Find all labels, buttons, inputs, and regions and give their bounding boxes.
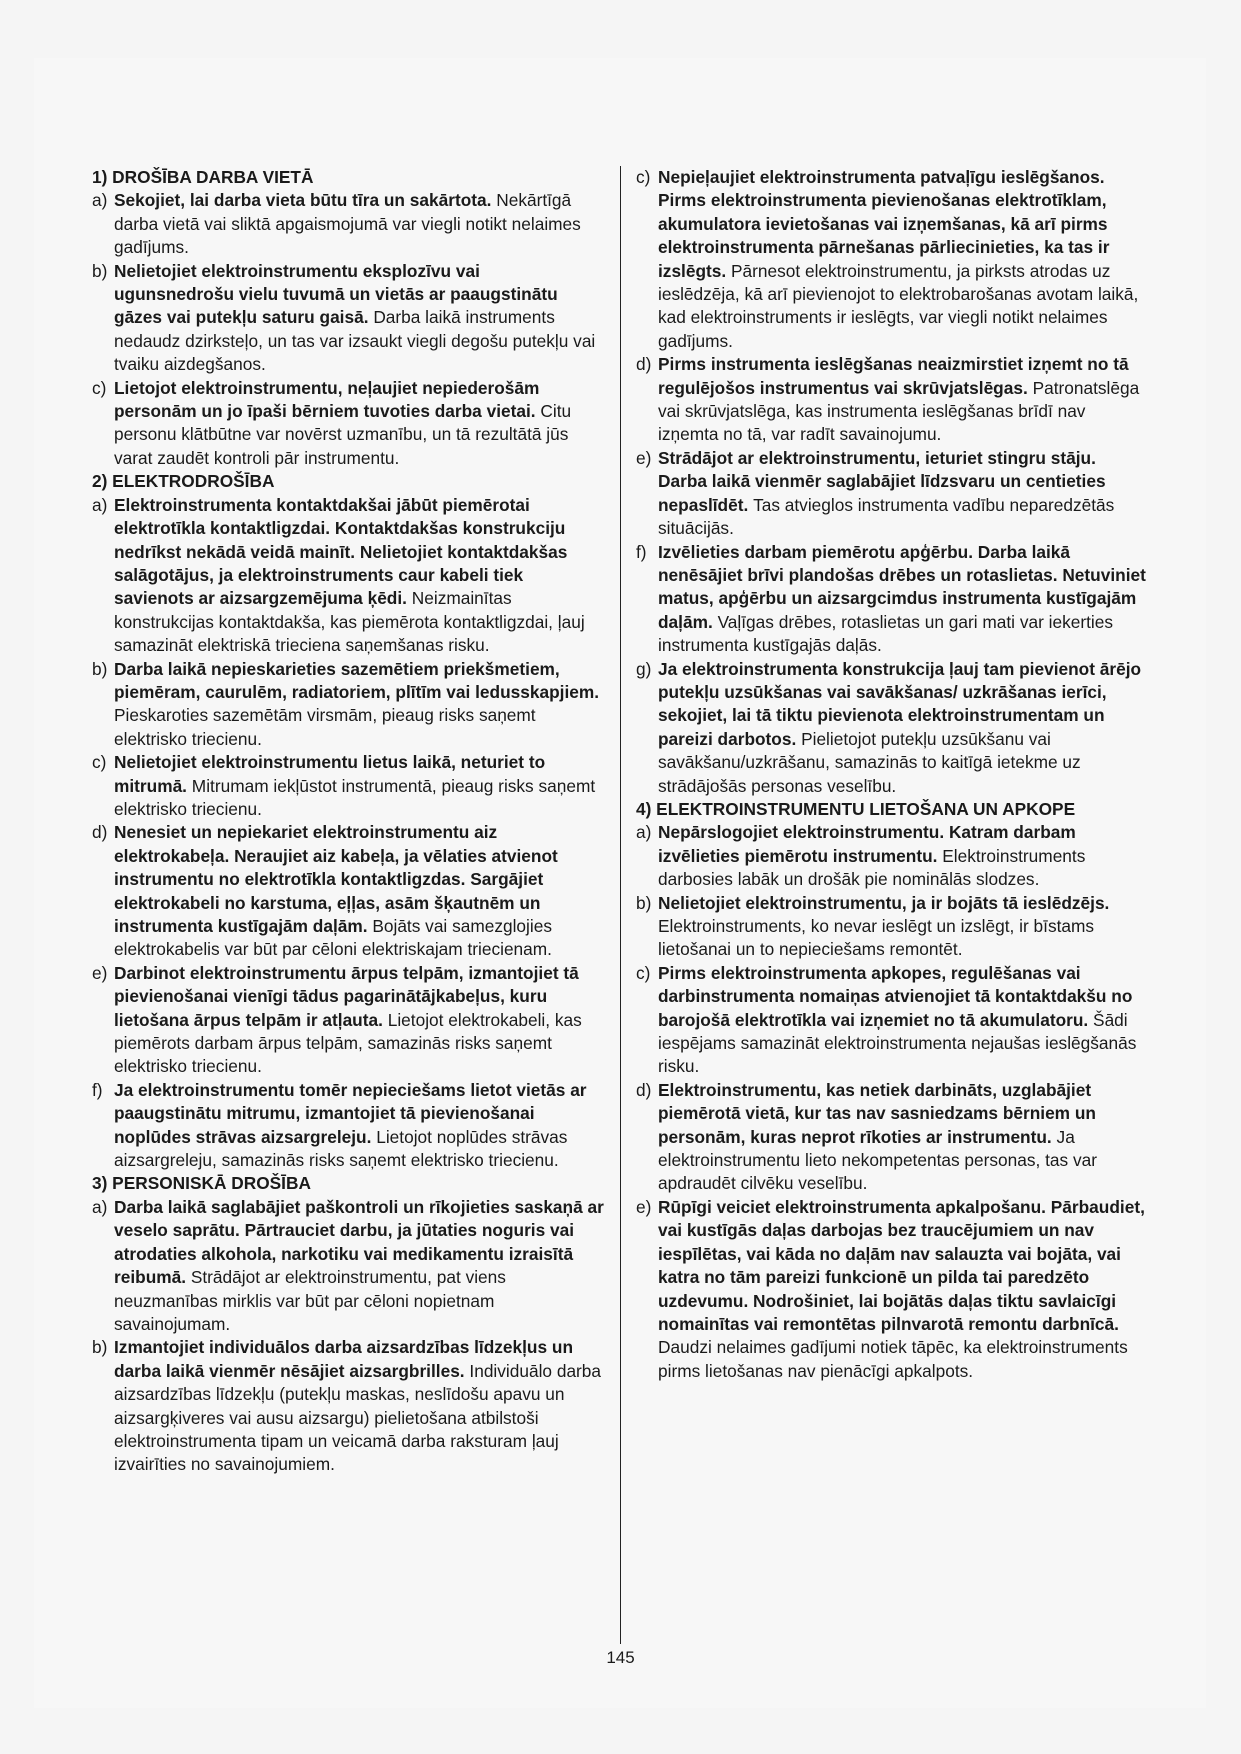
item-bold-text: Nelietojiet elektroinstrumentu, ja ir bojāts tā ieslēdzējs. [658,892,1110,913]
item-text: Šādi iespējams samazināt elektroinstrumenta nejaušas ieslēgšanās risku. [658,1009,1137,1077]
list-item [92,1336,604,1476]
item-text: Mitrumam iekļūstot instrumentā, pieaug risks saņemt elektrisko triecienu. [114,775,596,819]
list-item [92,751,604,821]
item-label: d) [92,822,108,843]
item-label: e) [92,962,108,983]
item-bold-text: Darba laikā nepieskarieties sazemētiem priekšmetiem, piemēram, caurulēm, radiatoriem, plītīm vai ledusskapjiem. [114,658,600,702]
item-label: a) [636,822,652,843]
section-heading: 3) PERSONISKĀ DROŠĪBA [92,1173,311,1194]
item-label: b) [92,658,108,679]
list-item [636,658,1148,798]
item-text: Darba laikā instruments nedaudz dzirksteļo, un tas var izsaukt viegli degošu putekļu vai tvaiku aizdegšanos. [114,307,596,375]
item-bold-text: Ja elektroinstrumenta konstrukcija ļauj tam pievienot ārējo putekļu uzsūkšanas vai savākšanas/ uzkrāšanas ierīci, sekojiet, lai tā tiktu pievienota elektroinstrumentam un pareizi darbotos. [658,658,1142,749]
list-item [92,1079,604,1173]
item-bold-text: Nelietojiet elektroinstrumentu lietus laikā, neturiet to mitrumā. [114,752,546,796]
item-bold-text: Lietojot elektroinstrumentu, neļaujiet nepiederošām personām un jo īpaši bērniem tuvoties darba vietai. [114,377,541,422]
item-text: Pārnesot elektroinstrumentu, ja pirksts atrodas uz ieslēdzēja, kā arī pievienojot to elektrobarošanas avotam laikā, kad elektroinstruments ir ieslēgts, var viegli notikt nelaimes gadījums. [658,260,1139,351]
item-bold-text: Sekojiet, lai darba vieta būtu tīra un sakārtota. [114,190,497,211]
list-item [636,541,1148,658]
item-bold-text: Elektroinstrumentu, kas netiek darbināts, uzglabājiet piemērotā vietā, kur tas nav sasniedzams bērniem un personām, kuras neprot rīkoties ar instrumentu. [658,1079,1096,1147]
left-column [92,166,604,1477]
item-label: c) [92,752,107,773]
list-item [636,166,1148,353]
item-bold-text: Izmantojiet individuālos darba aizsardzības līdzekļus un darba laikā vienmēr nēsājiet aizsargbrilles. [114,1337,574,1381]
list-item [636,1196,1148,1383]
item-label: f) [636,541,647,562]
item-label: b) [636,892,652,913]
right-column [636,166,1148,1383]
item-label: a) [92,190,108,211]
item-text: Bojāts vai samezglojies elektrokabelis var būt par cēloni elektriskajam triecienam. [114,916,552,960]
item-text: Daudzi nelaimes gadījumi notiek tāpēc, ka elektroinstruments pirms lietošanas nav pienācīgi apkalpots. [658,1337,1128,1381]
item-bold-text: Pirms elektroinstrumenta apkopes, regulēšanas vai darbinstrumenta nomaiņas atvienojiet tā kontaktdakšu no barojošā elektrotīkla vai izņemiet no tā akumulatoru. [658,962,1133,1030]
item-bold-text: Nepārslogojiet elektroinstrumentu. Katram darbam izvēlieties piemērotu instrumentu. [658,822,1076,866]
item-bold-text: Nepieļaujiet elektroinstrumenta patvaļīgu ieslēgšanos. Pirms elektroinstrumenta pievienošanas elektrotīklam, akumulatora ievietošanas vai izņemšanas, kā arī pirms elektroinstrumenta pārnešanas pārliecinieties, ka tas ir izslēgts. [658,167,1110,281]
section-heading: 1) DROŠĪBA DARBA VIETĀ [92,167,314,187]
item-bold-text: Nelietojiet elektroinstrumentu eksplozīvu vai ugunsnedrošu vielu tuvumā un vietās ar paaugstinātu gāzes vai putekļu saturu gaisā. [114,260,558,328]
item-text: Individuālo darba aizsardzības līdzekļu (putekļu maskas, neslīdošu apavu un aizsargķiveres vai ausu aizsargu) pielietošana atbilstoši elektroinstrumenta tipam un veicamā darba raksturam ļauj izvairīties no savainojumiem. [114,1360,602,1475]
section-heading: 4) ELEKTROINSTRUMENTU LIETOŠANA UN APKOPE [636,798,1076,819]
item-label: b) [92,260,108,281]
item-text: Pielietojot putekļu uzsūkšanu vai savākšanu/uzkrāšanu, samazinās to kaitīgā ietekme uz strādājošās personas veselību. [658,728,1081,796]
item-bold-text: Darbinot elektroinstrumentu ārpus telpām, izmantojiet tā pievienošanai vienīgi tādus pagarinātājkabeļus, kuru lietošana ārpus telpām ir atļauta. [114,962,579,1030]
list-item [92,377,604,471]
item-text: Ja elektroinstrumentu lieto nekompetentas personas, tas var apdraudēt cilvēku veselību. [658,1126,1097,1194]
item-label: g) [636,658,652,679]
list-item [92,1196,604,1336]
item-text: Vaļīgas drēbes, rotaslietas un gari mati var iekerties instrumenta kustīgajās daļās. [658,611,1113,656]
list-item [636,447,1148,541]
item-text: Tas atvieglos instrumenta vadību neparedzētās situācijās. [658,494,1115,539]
page-number: 145 [606,1648,635,1667]
column-divider [620,166,621,1644]
list-item [636,1079,1148,1196]
list-item [92,962,604,1079]
item-label: d) [636,354,652,375]
item-label: c) [636,962,651,983]
item-text: Lietojot elektrokabeli, kas piemērots darbam ārpus telpām, samazinās risks saņemt elektrisko triecienu. [114,1009,582,1077]
list-item [92,821,604,961]
item-text: Elektroinstruments, ko nevar ieslēgt un izslēgt, ir bīstams lietošanai un to nepieciešams remontēt. [658,916,1095,960]
list-item [636,892,1148,962]
item-text: Elektroinstruments darbosies labāk un drošāk pie nominālās slodzes. [658,845,1086,890]
item-label: e) [636,1196,652,1217]
item-bold-text: Ja elektroinstrumentu tomēr nepieciešams lietot vietās ar paaugstinātu mitrumu, izmantojiet tā pievienošanai noplūdes strāvas aizsargreleju. [114,1079,587,1147]
item-text: Patronatslēga vai skrūvjatslēga, kas instrumenta ieslēgšanas brīdī nav izņemta no tā, var radīt savainojumu. [658,377,1140,445]
list-item [92,189,604,259]
item-bold-text: Pirms instrumenta ieslēgšanas neaizmirstiet izņemt no tā regulējošos instrumentus vai skrūvjatslēgas. [658,354,1129,398]
item-text: Lietojot noplūdes strāvas aizsargreleju, samazinās risks saņemt elektrisko triecienu. [114,1126,568,1171]
item-text: Neizmainītas konstrukcijas kontaktdakša, kas piemērota kontaktligzdai, ļauj samazināt elektriskā trieciena saņemšanas risku. [114,588,585,656]
list-item [636,821,1148,891]
item-label: c) [636,167,651,187]
item-label: a) [92,1196,108,1217]
item-bold-text: Rūpīgi veiciet elektroinstrumenta apkalpošanu. Pārbaudiet, vai kustīgās daļas darbojas bez traucējumiem un nav iespīlētas, vai kāda no daļām nav salauzta vai bojāta, vai katra no tām pareizi funkcionē un pilda tai paredzēto uzdevumu. Nodrošiniet, lai bojātās daļas tiktu savlaicīgi nomainītas vai remontētas pilnvarotā remontu darbnīcā. [658,1196,1145,1334]
item-label: f) [92,1079,103,1100]
item-label: c) [92,377,107,398]
section-heading: 2) ELEKTRODROŠĪBA [92,471,275,492]
item-label: d) [636,1079,652,1100]
list-item [636,353,1148,447]
item-bold-text: Izvēlieties darbam piemērotu apģērbu. Darba laikā nenēsājiet brīvi plandošas drēbes un rotaslietas. Netuviniet matus, apģērbu un aizsargcimdus instrumenta kustīgajām daļām. [658,541,1146,632]
list-item [92,260,604,377]
item-text: Citu personu klātbūtne var novērst uzmanību, un tā rezultātā jūs varat zaudēt kontroli pār instrumentu. [114,401,572,468]
item-label: e) [636,447,652,468]
item-bold-text: Elektroinstrumenta kontaktdakšai jābūt piemērotai elektrotīkla kontaktligzdai. Kontaktdakšas konstrukciju nedrīkst nekādā veidā mainīt. Nelietojiet kontaktdakšas salāgotājus, ja elektroinstruments caur kabeli tiek savienots ar aizsargzemējuma ķēdi. [114,494,568,609]
item-bold-text: Strādājot ar elektroinstrumentu, ieturiet stingru stāju. Darba laikā vienmēr saglabājiet līdzsvaru un centieties nepaslīdēt. [658,447,1106,515]
item-text: Strādājot ar elektroinstrumentu, pat viens neuzmanības mirklis var būt par cēloni nopietnam savainojumam. [114,1267,506,1334]
item-label: b) [92,1337,108,1358]
item-text: Pieskaroties sazemētām virsmām, pieaug risks saņemt elektrisko triecienu. [114,705,536,749]
list-item [92,658,604,752]
item-bold-text: Darba laikā saglabājiet paškontroli un rīkojieties saskaņā ar veselo saprātu. Pārtrauciet darbu, ja jūtaties noguris vai atrodaties alkohola, narkotiku vai medikamentu izraisītā reibumā. [114,1196,604,1288]
item-text: Nekārtīgā darba vietā vai sliktā apgaismojumā var viegli notikt nelaimes gadījums. [114,190,581,258]
list-item [636,962,1148,1079]
list-item [92,494,604,658]
item-label: a) [92,494,108,515]
item-bold-text: Nenesiet un nepiekariet elektroinstrumentu aiz elektrokabeļa. Neraujiet aiz kabeļa, ja vēlaties atvienot instrumentu no elektrotīkla kontaktligzdas. Sargājiet elektrokabeli no karstuma, eļļas, asām šķautnēm un instrumenta kustīgajām daļām. [114,822,558,936]
